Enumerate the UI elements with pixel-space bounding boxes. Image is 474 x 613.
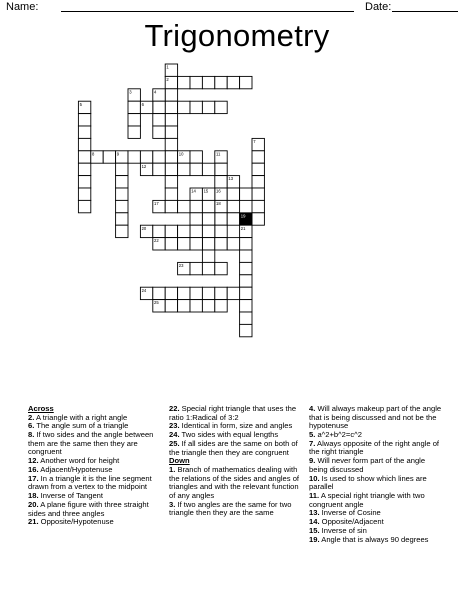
grid-cell[interactable] xyxy=(178,200,190,212)
grid-cell[interactable] xyxy=(165,114,177,126)
clue-number: 11. xyxy=(309,490,320,500)
grid-cell[interactable] xyxy=(240,250,252,262)
grid-cell[interactable] xyxy=(215,238,227,250)
grid-cell[interactable] xyxy=(227,287,239,299)
grid-cell[interactable] xyxy=(128,151,140,163)
clue-text: A special right triangle with two congruent angle xyxy=(309,490,425,509)
grid-cell[interactable] xyxy=(190,300,202,312)
clue-text: Inverse of Tangent xyxy=(38,491,104,501)
grid-cell[interactable] xyxy=(116,163,128,175)
grid-cell[interactable] xyxy=(202,76,214,88)
clue-text: Opposite/Hypotenuse xyxy=(38,517,114,527)
grid-cell[interactable] xyxy=(165,163,177,175)
clue-number: 13. xyxy=(309,508,320,518)
grid-cell[interactable] xyxy=(202,213,214,225)
grid-cell[interactable] xyxy=(178,238,190,250)
grid-cell[interactable] xyxy=(78,114,90,126)
cell-number: 12 xyxy=(141,163,147,169)
clue-number: 18. xyxy=(28,491,39,501)
grid-cell[interactable] xyxy=(78,176,90,188)
grid-cell[interactable] xyxy=(227,213,239,225)
clue-text: Will never form part of the angle being discussed xyxy=(309,456,426,474)
grid-cell[interactable] xyxy=(178,287,190,299)
clue-text: a^2+b^2=c^2 xyxy=(315,429,362,439)
clue xyxy=(309,475,445,492)
clue xyxy=(28,475,162,492)
grid-cell[interactable] xyxy=(140,151,152,163)
clue-number: 5. xyxy=(309,429,316,439)
cell-number: 17 xyxy=(154,201,159,206)
grid-cell[interactable] xyxy=(240,275,252,287)
grid-cell[interactable] xyxy=(78,200,90,212)
grid-cell[interactable] xyxy=(227,200,239,212)
puzzle-title: Trigonometry xyxy=(144,18,330,53)
grid-cell[interactable] xyxy=(116,176,128,188)
clue-text: If two sides and the angle between them are the same then they are congruent xyxy=(28,430,154,457)
clue-number: 16. xyxy=(28,465,39,475)
grid-cell[interactable] xyxy=(165,200,177,212)
grid-cell[interactable] xyxy=(215,76,227,88)
grid-cell[interactable] xyxy=(240,312,252,324)
cell-number: 3 xyxy=(129,89,132,95)
grid-cell[interactable] xyxy=(165,176,177,188)
cell-number: 13 xyxy=(228,176,234,182)
clue xyxy=(309,405,445,431)
clue xyxy=(28,431,162,457)
grid-cell[interactable] xyxy=(153,101,165,113)
clue-number: 23. xyxy=(169,421,180,431)
clue-number: 10. xyxy=(309,473,320,483)
grid-cell[interactable] xyxy=(165,225,177,237)
grid-cell[interactable] xyxy=(178,225,190,237)
clue-text: A triangle with a right angle xyxy=(34,412,128,422)
clue-text: Branch of mathematics dealing with the relations of the sides and angles of triangles and with the relevant function of any angles xyxy=(169,465,300,500)
cell-number: 14 xyxy=(191,188,196,194)
grid-cell[interactable] xyxy=(153,151,165,163)
clue-text: Always opposite of the right angle of the right triangle xyxy=(309,438,440,457)
cell-number: 24 xyxy=(141,287,147,293)
clue-heading: Across xyxy=(28,404,54,413)
clue-number: 19. xyxy=(309,534,320,544)
grid-cell[interactable] xyxy=(190,262,202,274)
grid-cell[interactable] xyxy=(103,151,115,163)
grid-cell[interactable] xyxy=(227,76,239,88)
grid-cell[interactable] xyxy=(165,151,177,163)
clue-text: A plane figure with three straight sides and three angles xyxy=(28,500,149,518)
clue xyxy=(28,518,162,527)
grid-cell[interactable] xyxy=(178,163,190,175)
clue-column-1 xyxy=(28,405,162,527)
clue-text: The angle sum of a triangle xyxy=(34,421,129,431)
grid-cell[interactable] xyxy=(252,200,264,212)
grid-cell[interactable] xyxy=(190,200,202,212)
grid-cell[interactable] xyxy=(190,225,202,237)
clue-number: 4. xyxy=(309,404,316,413)
grid-cell[interactable] xyxy=(78,188,90,200)
clue-number: 17. xyxy=(28,473,39,483)
cell-number: 20 xyxy=(141,225,147,231)
clue xyxy=(309,440,445,457)
cell-number: 4 xyxy=(154,89,157,95)
grid-cell[interactable] xyxy=(165,138,177,150)
clue xyxy=(169,466,303,500)
grid-cell[interactable] xyxy=(165,101,177,113)
clue-text: Inverse of sin xyxy=(319,526,367,536)
clue-text: If two angles are the same for two triangle then they are the same xyxy=(169,499,292,518)
grid-cell[interactable] xyxy=(252,151,264,163)
clue-text: Angle that is always 90 degrees xyxy=(319,534,429,544)
grid-cell[interactable] xyxy=(190,238,202,250)
clue-number: 9. xyxy=(309,456,316,466)
grid-cell[interactable] xyxy=(78,163,90,175)
grid-cell[interactable] xyxy=(190,213,202,225)
clue-text: Two sides with equal lengths xyxy=(179,430,279,440)
grid-cell[interactable] xyxy=(215,262,227,274)
cell-number: 11 xyxy=(216,151,221,157)
clue-text: Another word for height xyxy=(38,456,120,466)
cell-number: 10 xyxy=(178,151,184,157)
grid-cell[interactable] xyxy=(202,250,214,262)
clue-number: 6. xyxy=(28,421,35,431)
clue-text: Adjacent/Hypotenuse xyxy=(38,465,113,475)
grid-cell[interactable] xyxy=(116,213,128,225)
grid-cell[interactable] xyxy=(227,188,239,200)
grid-cell[interactable] xyxy=(202,101,214,113)
grid-cell[interactable] xyxy=(202,200,214,212)
clue-number: 1. xyxy=(169,465,176,475)
clue-text: Opposite/Adjacent xyxy=(319,517,384,527)
clue-number: 24. xyxy=(169,430,180,440)
grid-cell[interactable] xyxy=(240,76,252,88)
grid-cell[interactable] xyxy=(165,89,177,101)
date-label: Date: xyxy=(365,1,392,13)
grid-cell[interactable] xyxy=(240,238,252,250)
grid-cell[interactable] xyxy=(190,287,202,299)
clue-text: Identical in form, size and angles xyxy=(179,421,293,431)
cell-number: 9 xyxy=(116,151,120,157)
grid-cell[interactable] xyxy=(252,188,264,200)
grid-cell[interactable] xyxy=(202,300,214,312)
clue-number: 25. xyxy=(169,439,180,449)
clue-column-3 xyxy=(309,405,445,545)
clue-heading: Down xyxy=(169,456,190,466)
grid-cell[interactable] xyxy=(190,101,202,113)
clue-text: Special right triangle that uses the ratio 1:Radical of 3:2 xyxy=(169,404,297,422)
clue-text: In a triangle it is the line segment drawn from a vertex to the midpoint xyxy=(28,473,152,492)
clue xyxy=(28,501,162,518)
grid-cell[interactable] xyxy=(190,151,202,163)
grid-cell[interactable] xyxy=(227,238,239,250)
clue xyxy=(309,536,445,545)
clue xyxy=(169,440,303,457)
grid-cell[interactable] xyxy=(153,163,165,175)
cell-number: 15 xyxy=(203,188,209,194)
grid-cell[interactable] xyxy=(202,238,214,250)
clue xyxy=(169,405,303,422)
cell-number: 23 xyxy=(178,263,184,268)
grid-cell[interactable] xyxy=(128,126,140,138)
grid-cell[interactable] xyxy=(116,188,128,200)
name-label: Name: xyxy=(6,1,39,13)
cell-number: 2 xyxy=(166,77,169,82)
grid-cell[interactable] xyxy=(215,163,227,175)
cell-number: 22 xyxy=(154,238,159,244)
clue-number: 8. xyxy=(28,430,35,440)
grid-cell[interactable] xyxy=(202,163,214,175)
grid-cell[interactable] xyxy=(128,101,140,113)
grid-cell[interactable] xyxy=(252,163,264,175)
grid-cell[interactable] xyxy=(215,287,227,299)
grid-cell[interactable] xyxy=(240,287,252,299)
clue-number: 20. xyxy=(28,500,39,510)
grid-cell[interactable] xyxy=(116,225,128,237)
grid-cell[interactable] xyxy=(202,262,214,274)
grid-cell[interactable] xyxy=(78,138,90,150)
cell-number: 6 xyxy=(141,101,144,107)
cell-number: 7 xyxy=(253,139,256,144)
clue-column-2 xyxy=(169,405,303,518)
clue-number: 2. xyxy=(28,412,35,422)
grid-cell[interactable] xyxy=(240,324,252,336)
clue-number: 14. xyxy=(309,517,320,527)
grid-cell[interactable] xyxy=(252,213,264,225)
cell-number: 16 xyxy=(216,188,221,194)
grid-cell[interactable] xyxy=(240,262,252,274)
grid-cell[interactable] xyxy=(215,213,227,225)
grid-cell[interactable] xyxy=(153,126,165,138)
clue-text: If all sides are the same on both of the triangle then they are congruent xyxy=(169,439,298,457)
grid-cell[interactable] xyxy=(215,225,227,237)
clue-text: Will always makeup part of the angle that is being discussed and not be the hypotenuse xyxy=(309,404,442,431)
cell-number: 8 xyxy=(92,151,95,157)
grid-cell[interactable] xyxy=(153,287,165,299)
grid-cell[interactable] xyxy=(215,300,227,312)
clue xyxy=(309,492,445,509)
grid-cell[interactable] xyxy=(240,188,252,200)
clue-number: 22. xyxy=(169,404,180,413)
grid-cell[interactable] xyxy=(165,126,177,138)
grid-cell[interactable] xyxy=(252,176,264,188)
grid-cell[interactable] xyxy=(178,101,190,113)
grid-cell[interactable] xyxy=(202,225,214,237)
grid-cell[interactable] xyxy=(190,163,202,175)
cell-number: 18 xyxy=(216,201,221,206)
clue-number: 15. xyxy=(309,526,320,536)
grid-cell[interactable] xyxy=(153,114,165,126)
clue-number: 12. xyxy=(28,456,39,466)
grid-cell[interactable] xyxy=(165,300,177,312)
grid-cell[interactable] xyxy=(78,151,90,163)
grid-cell[interactable] xyxy=(215,176,227,188)
grid-cell[interactable] xyxy=(202,287,214,299)
cell-number: 25 xyxy=(154,300,159,306)
clue-number: 21. xyxy=(28,517,39,527)
grid-cell[interactable] xyxy=(165,238,177,250)
cell-number: 19 xyxy=(240,213,246,219)
clue xyxy=(309,457,445,474)
grid-cell[interactable] xyxy=(165,188,177,200)
clue xyxy=(169,501,303,518)
grid-cell[interactable] xyxy=(153,225,165,237)
grid-cell[interactable] xyxy=(178,300,190,312)
grid-cell[interactable] xyxy=(190,76,202,88)
grid-cell[interactable] xyxy=(240,300,252,312)
clue-number: 7. xyxy=(309,438,316,448)
grid-cell[interactable] xyxy=(165,287,177,299)
grid-cell[interactable] xyxy=(116,200,128,212)
cell-number: 1 xyxy=(166,64,169,70)
clue-text: Is used to show which lines are parallel xyxy=(309,473,427,492)
cell-number: 5 xyxy=(79,101,82,107)
cell-number: 21 xyxy=(240,225,246,231)
grid-cell[interactable] xyxy=(215,101,227,113)
clue-text: Inverse of Cosine xyxy=(319,508,381,518)
grid-cell[interactable] xyxy=(178,76,190,88)
clue-number: 3. xyxy=(169,499,176,509)
grid-cell[interactable] xyxy=(78,126,90,138)
grid-cell[interactable] xyxy=(128,114,140,126)
